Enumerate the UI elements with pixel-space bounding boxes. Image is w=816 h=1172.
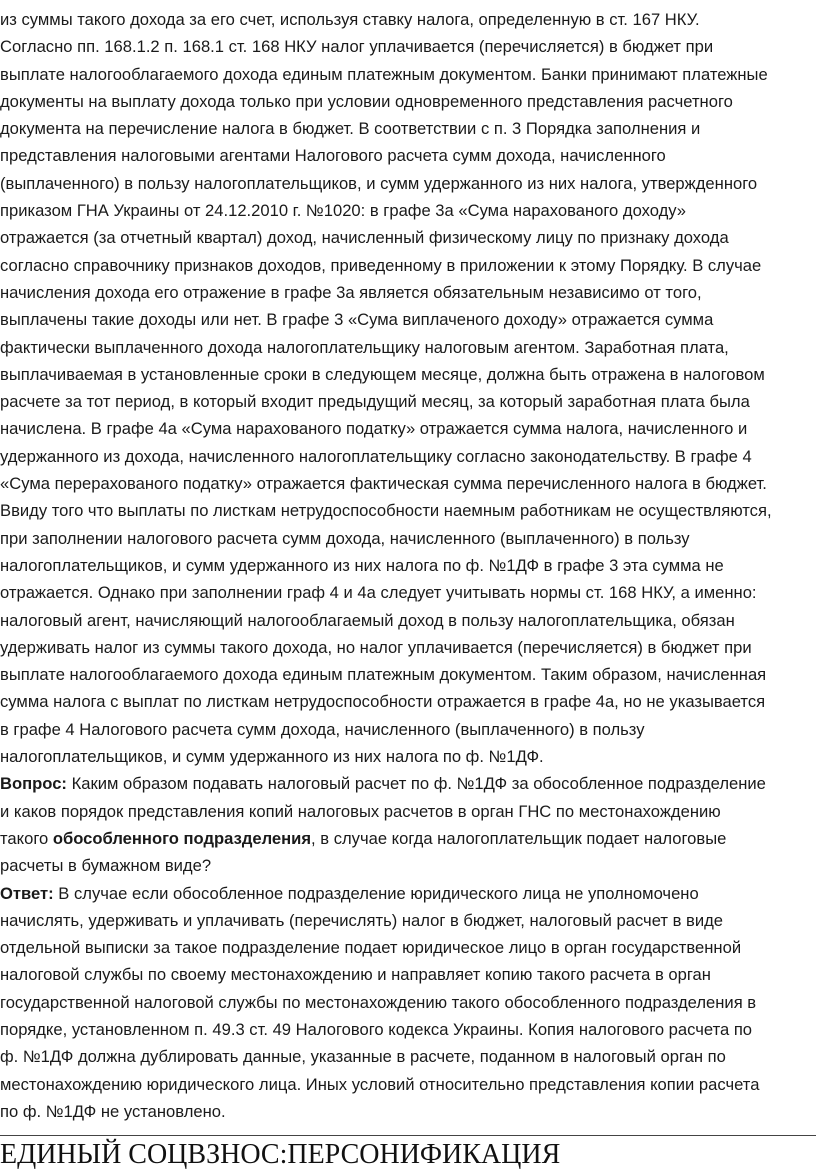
- question-label: Вопрос:: [0, 774, 67, 794]
- answer-line: отдельной выписки за такое подразделение подает юридическое лицо в орган государственной: [0, 938, 742, 958]
- answer-line: налоговой службы по своему местонахождению и направляет копию такого расчета в орган: [0, 965, 711, 985]
- body-line: начисления дохода его отражение в графе 3а является обязательным независимо от того,: [0, 282, 702, 302]
- body-line: налоговый агент, начисляющий налогооблагаемый доход в пользу налогоплательщика, обязан: [0, 610, 735, 630]
- body-line: выплачены такие доходы или нет. В графе 3 «Сума виплаченого доходу» отражается сумма: [0, 310, 714, 330]
- answer-line: местонахождению юридического лица. Иных условий относительно представления копии расчета: [0, 1074, 760, 1094]
- body-line: налогоплательщиков, и сумм удержанного из них налога по ф. №1ДФ.: [0, 747, 544, 767]
- question-text: Каким образом подавать налоговый расчет по ф. №1ДФ за обособленное подразделение: [66, 774, 766, 794]
- body-line: из суммы такого дохода за его счет, используя ставку налога, определенную в ст. 167 НКУ.: [0, 10, 700, 29]
- body-line: фактически выплаченного дохода налогоплательщику налоговым агентом. Заработная плата,: [0, 337, 729, 357]
- answer-text: В случае если обособленное подразделение юридического лица не уполномочено: [53, 883, 699, 903]
- body-line: удержанного из дохода, начисленного налогоплательщику согласно законодательству. В графе 4: [0, 446, 752, 466]
- answer-line: порядке, установленном п. 49.3 ст. 49 Налогового кодекса Украины. Копия налогового расчета по: [0, 1019, 753, 1039]
- body-line: удерживать налог из суммы такого дохода, но налог уплачивается (перечисляется) в бюджет при: [0, 637, 752, 657]
- body-line: сумма налога с выплат по листкам нетрудоспособности отражается в графе 4а, но не указывается: [0, 692, 766, 712]
- question-emphasis: обособленного подразделения: [52, 828, 312, 848]
- answer-label: Ответ:: [0, 883, 54, 903]
- body-line: приказом ГНА Украины от 24.12.2010 г. №1020: в графе 3а «Сума нарахованого доходу»: [0, 201, 686, 221]
- body-line: при заполнении налогового расчета сумм дохода, начисленного (выплаченного) в пользу: [0, 528, 690, 548]
- body-line: документы на выплату дохода только при условии одновременного представления расчетного: [0, 91, 733, 111]
- answer-line: начислять, удерживать и уплачивать (перечислять) налог в бюджет, налоговый расчет в виде: [0, 910, 724, 930]
- body-line: документа на перечисление налога в бюджет. В соответствии с п. 3 Порядка заполнения и: [0, 119, 701, 139]
- body-line: в графе 4 Налогового расчета сумм дохода, начисленного (выплаченного) в пользу: [0, 719, 645, 739]
- body-line: выплачиваемая в установленные сроки в следующем месяце, должна быть отражена в налоговом: [0, 364, 765, 384]
- question-line: и каков порядок представления копий налоговых расчетов в орган ГНС по местонахождению: [0, 801, 721, 821]
- answer-line: государственной налоговой службы по местонахождению такого обособленного подразделения в: [0, 992, 757, 1012]
- question-line: расчеты в бумажном виде?: [0, 856, 212, 876]
- body-line: (выплаченного) в пользу налогоплательщиков, и сумм удержанного из них налога, утвержденного: [0, 173, 758, 193]
- body-line: Ввиду того что выплаты по листкам нетрудоспособности наемным работникам не осуществляются,: [0, 501, 772, 521]
- body-line: представления налоговыми агентами Налогового расчета сумм дохода, начисленного: [0, 146, 666, 166]
- body-line: «Сума перерахованого податку» отражается фактическая сумма перечисленного налога в бюджет.: [0, 474, 767, 494]
- question-text: такого: [0, 828, 53, 848]
- body-line: расчете за тот период, в который входит предыдущий месяц, за который заработная плата была: [0, 392, 750, 412]
- article-body: [0, 6, 814, 1125]
- question-text: , в случае когда налогоплательщик подает налоговые: [311, 828, 727, 848]
- question-line: [0, 770, 814, 797]
- body-line: выплате налогооблагаемого дохода единым платежным документом. Банки принимают платежные: [0, 64, 768, 84]
- answer-line: [0, 880, 814, 907]
- body-line: начислена. В графе 4а «Сума нарахованого податку» отражается сумма налога, начисленного и: [0, 419, 748, 439]
- section-heading: ЕДИНЫЙ СОЦВЗНОС:ПЕРСОНИФИКАЦИЯ: [0, 1139, 561, 1170]
- body-line: налогоплательщиков, и сумм удержанного из них налога по ф. №1ДФ в графе 3 эта сумма не: [0, 555, 724, 575]
- body-line: отражается. Однако при заполнении граф 4 и 4а следует учитывать нормы ст. 168 НКУ, а именно:: [0, 583, 757, 603]
- question-line: [0, 825, 814, 852]
- answer-line: ф. №1ДФ должна дублировать данные, указанные в расчете, поданном в налоговый орган по: [0, 1047, 726, 1067]
- answer-line: по ф. №1ДФ не установлено.: [0, 1101, 226, 1121]
- section-divider: [0, 1135, 816, 1136]
- body-line: выплате налогооблагаемого дохода единым платежным документом. Таким образом, начисленная: [0, 665, 767, 685]
- body-line: отражается (за отчетный квартал) доход, начисленный физическому лицу по признаку дохода: [0, 228, 729, 248]
- body-line: Согласно пп. 168.1.2 п. 168.1 ст. 168 НКУ налог уплачивается (перечисляется) в бюджет при: [0, 37, 714, 57]
- body-line: согласно справочнику признаков доходов, приведенному в приложении к этому Порядку. В случае: [0, 255, 762, 275]
